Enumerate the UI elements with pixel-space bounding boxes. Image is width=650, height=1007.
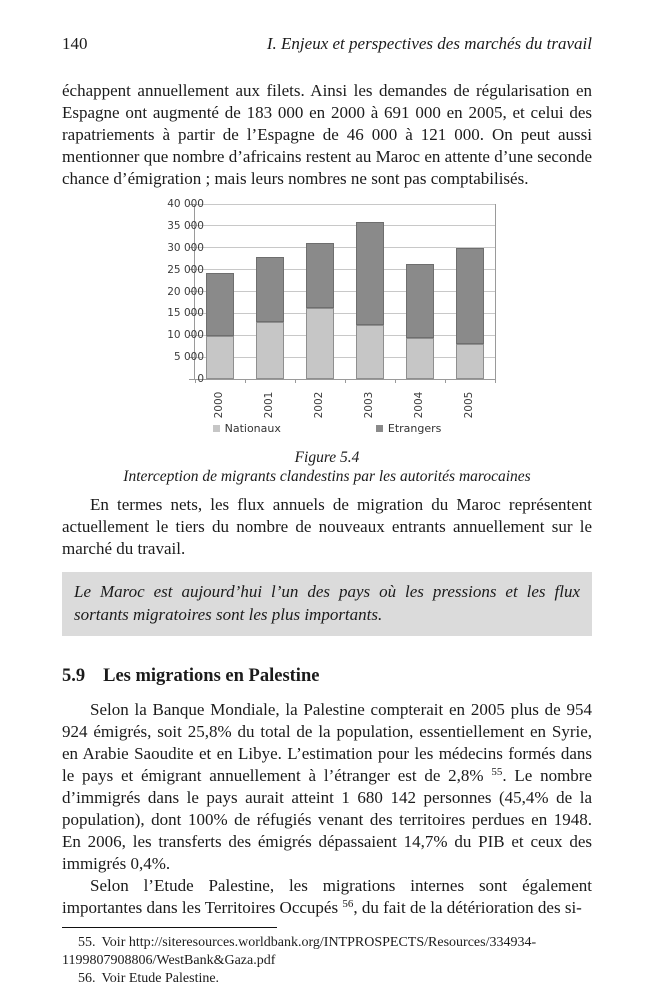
bar-2000-etrangers: [206, 273, 234, 336]
gridline: [195, 335, 495, 336]
y-axis-label: 35 000: [167, 219, 204, 232]
x-axis-label: 2002: [313, 391, 325, 419]
gridline: [195, 313, 495, 314]
paragraph-palestine-2: Selon l’Etude Palestine, les migrations internes sont également importantes dans les Territoires Occupés $^{56}$, du fait de la détérioration des si-: [62, 876, 592, 917]
legend-swatch-icon: [376, 425, 383, 432]
y-axis-label: 20 000: [167, 285, 204, 298]
x-axis-label: 2001: [263, 391, 275, 419]
gridline: [195, 225, 495, 226]
legend-swatch-icon: [213, 425, 220, 432]
x-axis-label: 2004: [413, 391, 425, 419]
legend-label: Etrangers: [387, 422, 442, 435]
bar-2001-etrangers: [256, 257, 284, 322]
y-axis-label: 10 000: [167, 329, 204, 342]
figure-5-4: [62, 200, 592, 442]
gridline: [195, 204, 495, 205]
y-axis-label: 25 000: [167, 263, 204, 276]
bar-2002-nationaux: [306, 308, 334, 379]
footnote-55: [62, 934, 592, 970]
bar-2005-nationaux: [456, 344, 484, 379]
x-axis-label: 2005: [463, 391, 475, 419]
y-axis-label: 30 000: [167, 241, 204, 254]
paragraph-regularisation: échappent annuellement aux filets. Ainsi les demandes de régularisation en Espagne ont augmenté de 183 000 en 2000 à 691 000 en 2005, et celui des rapatriements à partir de l’Espagne de 46 000 à 121 000. On peut aussi mentionner que nombre d’africains restent au Maroc en attente d’une seconde chance d’émigration ; mais leurs nombres ne sont pas comptabilisés.: [62, 81, 592, 188]
paragraph-flux-nets: En termes nets, les flux annuels de migration du Maroc représentent actuellement le tiers du nombre de nouveaux entrants annuellement sur le marché du travail.: [62, 495, 592, 558]
x-axis-tick: [295, 379, 296, 383]
y-axis-label: 5 000: [173, 351, 204, 364]
stacked-bar-chart: [142, 200, 512, 442]
legend-label: Nationaux: [224, 422, 281, 435]
footnote-56-text: Voir Etude Palestine.: [101, 971, 220, 986]
footnote-rule: [62, 927, 277, 928]
highlight-box: Le Maroc est aujourd’hui l’un des pays où les pressions et les flux sortants migratoires sont les plus importants.: [62, 572, 592, 636]
section-number: 5.9: [62, 666, 86, 686]
section-heading: [62, 666, 592, 687]
chart-legend: [142, 422, 512, 435]
x-axis-tick: [395, 379, 396, 383]
running-header: [62, 34, 592, 54]
y-axis-label: 0: [197, 373, 204, 385]
footnote-55-number: 55.: [78, 935, 96, 950]
paragraph-palestine-1: Selon la Banque Mondiale, la Palestine compterait en 2005 plus de 954 924 émigrés, soit 25,8% du total de la population, essentiellement en Syrie, en Arabie Saoudite et en Libye. L’estimation pour les médecins formés dans le pays et émigrant annuellement à l’étranger est de 2,8% $^{55}$. Le nombre d’immigrés dans le pays aurait atteint 1 680 142 personnes (45,4% de la population), dont 100% de réfugiés venant des territoires perdues en 1948. En 2006, les transferts des émigrés dépassaient 14,7% du PIB et ceux des immigrés 0,4%.: [62, 700, 592, 873]
x-axis-tick: [345, 379, 346, 383]
gridline: [195, 247, 495, 248]
legend-item-etrangers: [376, 422, 442, 435]
bar-2004-etrangers: [406, 264, 434, 339]
section-title: Les migrations en Palestine: [103, 666, 320, 686]
y-axis-label: 40 000: [167, 198, 204, 210]
bar-2002-etrangers: [306, 243, 334, 309]
bar-2004-nationaux: [406, 338, 434, 379]
figure-caption: Interception de migrants clandestins par les autorités marocaines: [123, 468, 531, 485]
running-title: I. Enjeux et perspectives des marchés du travail: [266, 34, 592, 53]
footnote-55-text: Voir http://siteresources.worldbank.org/INTPROSPECTS/Resources/334934-1199807908806/WestBank&Gaza.pdf: [62, 935, 537, 968]
figure-label: Figure 5.4: [294, 449, 360, 466]
footnote-56-number: 56.: [78, 971, 96, 986]
footnote-56: [62, 970, 592, 988]
bar-2003-etrangers: [356, 222, 384, 325]
x-axis-label: 2000: [213, 391, 225, 419]
chart-plot-area: [194, 204, 496, 380]
footnotes: [62, 927, 592, 988]
page-number: 140: [62, 34, 88, 53]
x-axis-tick: [495, 379, 496, 383]
bar-2005-etrangers: [456, 248, 484, 343]
x-axis-label: 2003: [363, 391, 375, 419]
gridline: [195, 357, 495, 358]
x-axis-tick: [245, 379, 246, 383]
y-axis-label: 15 000: [167, 307, 204, 320]
bar-2001-nationaux: [256, 322, 284, 379]
gridline: [195, 269, 495, 270]
bar-2003-nationaux: [356, 325, 384, 379]
gridline: [195, 291, 495, 292]
bar-2000-nationaux: [206, 336, 234, 379]
x-axis-tick: [445, 379, 446, 383]
